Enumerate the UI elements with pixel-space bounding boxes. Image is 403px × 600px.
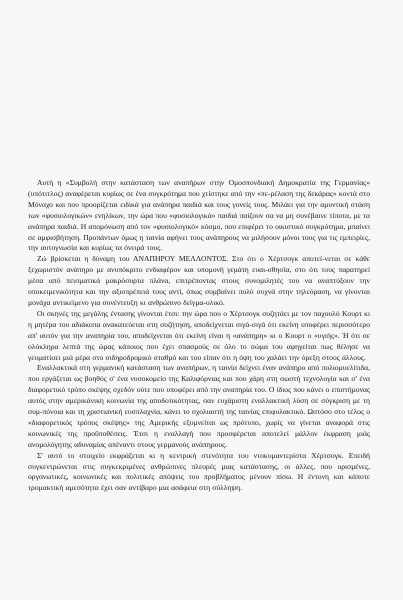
paragraph-2: Ζώ βρίσκεται η δύναμη του ΑΝΑΠΗΡΟΥ ΜΕΛΛΟΝΤΟΣ. Στο ότι ο Χέρτσογκ αποτεί-νεται σε κάθε ξεχωριστόν ανάπηρο με ανυπόκριτο ενδιαφέρον και υπομονή γεμάτη ευαι-σθησία, στο ότι τους παρατηρεί μέσα από πεισματικά μακρόσυρτα πλάνα, επιτρέποντας στους συνομιλητές του να αναπτύξουν την υποκειμενικότητα και την αξιοπρέπειά τους αντί, όπως συμβαίνει πολύ συχνά στην τηλεόραση, να γίνονται μονάχα αντικείμενο για συνέντευξη κι ανθρώπινο δείγμα-υλικό. [28,254,370,307]
paragraph-5: Σ' αυτό το στοιχείο εκφράζεται κι η κεντρική στενότητα του ντοκυμαντερίστα Χέρτσογκ. Επειδή συγκεντρώνεται στις συγκεκριμένες ανθρώπινες πλευρές μιας κατάστασης, οι άλλες, που ορισμένες, οργανωτικές, κοινωνικές και πολιτικές απόψεις του προβλήματος μένουν πίσω. Η έντονη και κάποτε τρομακτική αμεσότητα έχει σαν αντίβαρο μια ασάφεια στη σύλληψη. [28,450,370,493]
paragraph-4: Εναλλακτικά στη γερμανική κατάσταση των αναπήρων, η ταινία δείχνει έναν ανάπηρο από πολιομυελίτιδα, που εργάζεται ως βοηθός σ' ένα νοσοκομείο της Καλιφόρνιας και που χάρη στη σωστή τεχνολογία και σ' ένα διαφορετικό τρόπο σκέψης σχεδόν ούτε που υποφέρει από την αναπηρία του. Ο ίδιος που κάνει ο επιστήμονας αυτός στην αμερικάνικη κοινωνία της αποδοτικότητας, σαν ευχάριστη εναλλακτική λύση σε σύγκριση με τη συμ-πόνοια και τη χριστιανική ευσπλαχνία, κάνει το σχολιαστή της ταινίας επιφυλακτικό. Ωστόσο στο τέλος ο «διαφορετικός τρόπος σκέψης» της Αμερικής εξυμνείται ως πρότυπο, χωρίς να γίνεται αναφορά στις κοινωνικές της προϋποθέσεις. Έτσι η εναλλαγή που προσφέρεται αποτελεί μάλλον έκφραση μιάς ανομολόγητης αδυναμίας απέναντι στους γερμανούς ανάπηρους. [28,363,370,449]
article-body [28,178,370,494]
paragraph-1: Αυτή η «Συμβολή στην κατάσταση των αναπήρων στην Ομοσπονδιακή Δημοκρατία της Γερμανίας» (υπότιτλος) αναφέρεται κυρίως σε ένα συγκρότημα που χτίστηκε από την «πε-ρέλαση της δεκάρας» κοντά στο Μόναχο και που προορίζεται ειδικά για ανάπηρα παιδιά και τους γονείς τους. Μιλάει για την αμυντική στάση των «φυσιολογικών» ενηλίκων, την ώρα που «φυσιολογικά» παιδιά παίζουν σα να μη συνέβαινε τίποτα, με τα ανάπηρα παιδιά. Η απομόνωση από τον «φυσιολογικό» κόσμο, που επιφέρει το οικιστικό συγκρότημα, μπαίνει σε αμφισβήτηση. Προπάντων όμως η ταινία αφήνει τους ανάπηρους να μιλήσουν μόνοι τους για τις εμπειρίες, την αυτογνωσία και κυρίως τα όνειρά τους. [28,178,371,253]
paragraph-3: Οι σκηνές της μεγάλης έντασης γίνονται έτσι: την ώρα που ο Χέρτσογκ συζητάει με τον παχουλό Κουρτ κι η μητέρα του αδιάκοπα ανακατεύεται στη συζήτηση, αποδείχνεται σιγά-σιγά ότι εκείνη υποφέρει περισσότερο απ' αυτόν για την αναπηρία του, αποδείχνεται ότι εκείνη είναι η «ανάπηρη» κι ο Κουρτ ο «υγιής». Ή ότι σε ολόκληρα λεπτά της ώρας κάποιος που έχει σπασμούς σε όλο το σώμα του αφηγείται πως θέλησε να γευματίσει μιά μέρα στο σιδηροδρομικό σταθμό και του είπαν ότι η όψη του χαλάει την όρεξη στους άλλους. [28,308,370,362]
